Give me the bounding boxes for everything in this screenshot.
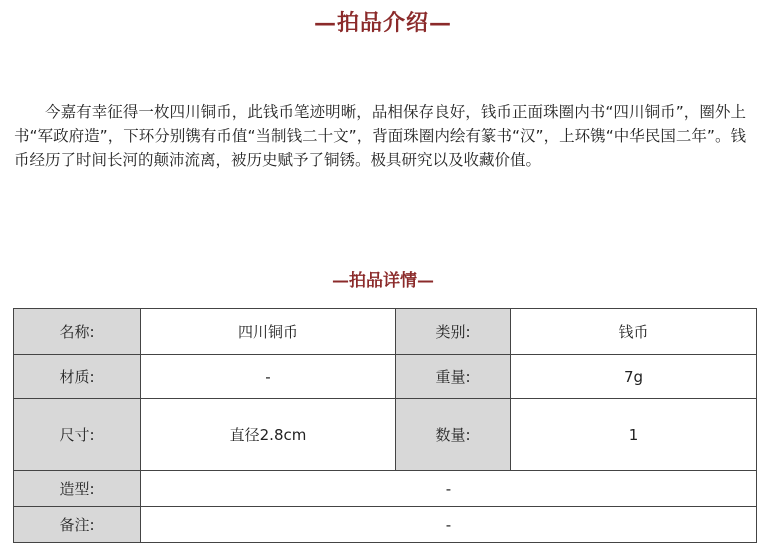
remarks-value: - [141, 507, 757, 543]
intro-section-title: —拍品介绍— [313, 10, 452, 36]
name-value: 四川铜币 [141, 309, 396, 355]
table-row [14, 309, 757, 355]
table-row [14, 471, 757, 507]
material-value: - [141, 355, 396, 399]
details-table [13, 308, 757, 543]
size-label: 尺寸: [14, 399, 141, 471]
remarks-label: 备注: [14, 507, 141, 543]
size-value: 直径2.8cm [141, 399, 396, 471]
weight-label: 重量: [396, 355, 511, 399]
table-row [14, 355, 757, 399]
intro-paragraph: 今嘉有幸征得一枚四川铜币，此钱币笔迹明晰，品相保存良好，钱币正面珠圈内书“四川铜币”，圈外上书“军政府造”，下环分别镌有币值“当制钱二十文”，背面珠圈内绘有篆书“汉”，上环镌“中华民国二年”。钱币经历了时间长河的颠沛流离，被历史赋予了铜锈。极具研究以及收藏价值。 [14, 103, 746, 169]
shape-value: - [141, 471, 757, 507]
table-row [14, 507, 757, 543]
details-section-title: —拍品详情— [332, 271, 434, 291]
quantity-label: 数量: [396, 399, 511, 471]
category-value: 钱币 [511, 309, 757, 355]
material-label: 材质: [14, 355, 141, 399]
table-row [14, 399, 757, 471]
weight-value: 7g [511, 355, 757, 399]
name-label: 名称: [14, 309, 141, 355]
quantity-value: 1 [511, 399, 757, 471]
shape-label: 造型: [14, 471, 141, 507]
category-label: 类别: [396, 309, 511, 355]
